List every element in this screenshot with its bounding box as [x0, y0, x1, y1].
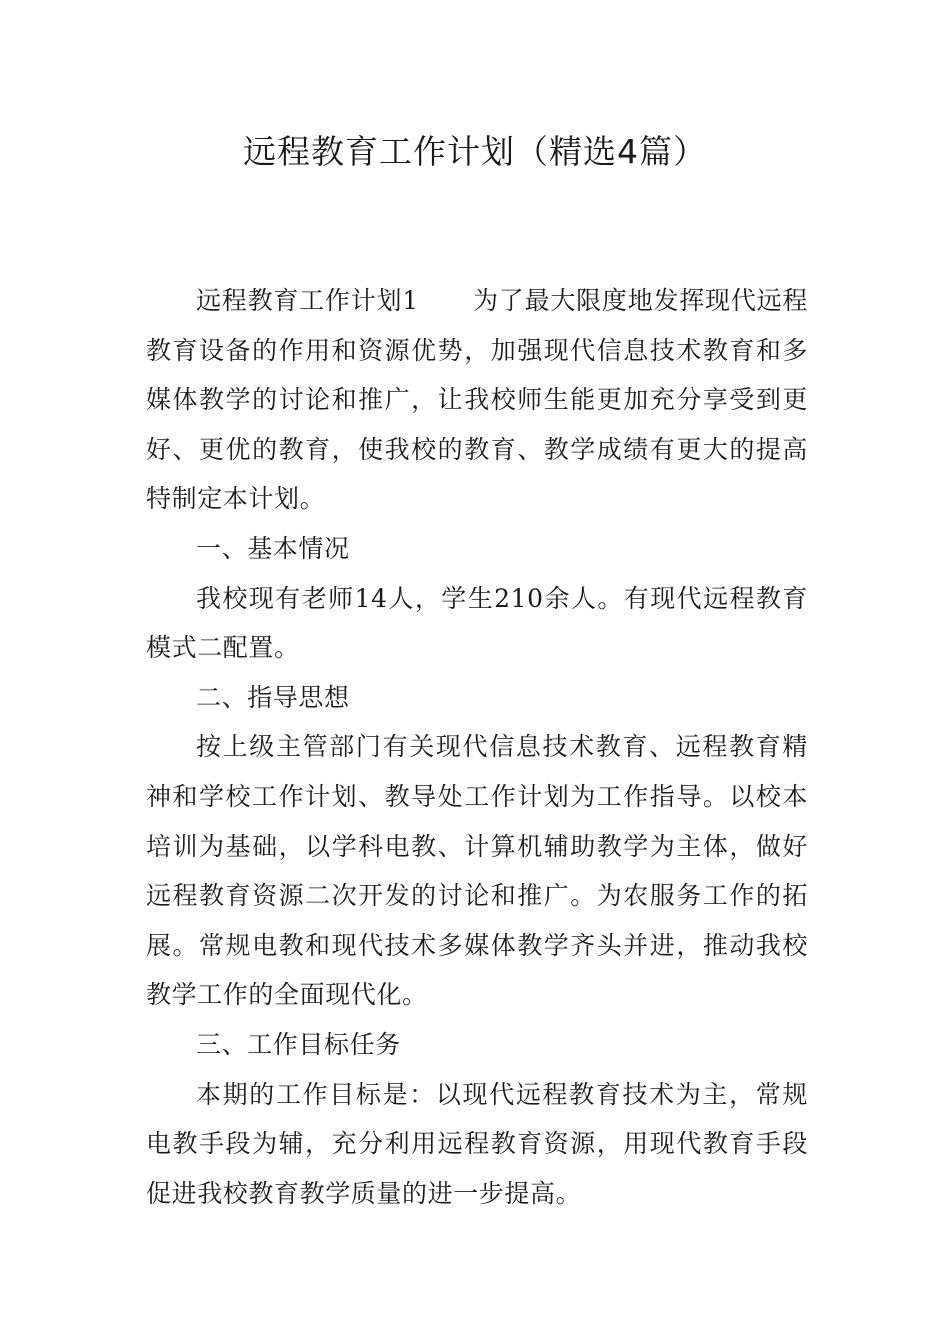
section-heading-3: 三、工作目标任务 [196, 1029, 401, 1059]
document-body [146, 276, 808, 1218]
intro-text: 为了最大限度地发挥现代远程教育设备的作用和资源优势，加强现代信息技术教育和多媒体教学的讨论和推广，让我校师生能更加充分享受到更好、更优的教育，使我校的教育、教学成绩有更大的提高特制定本计划。 [146, 286, 808, 514]
section-paragraph-1: 我校现有老师14人，学生210余人。有现代远程教育模式二配置。 [146, 583, 808, 663]
section-heading-2: 二、指导思想 [196, 682, 350, 712]
section-heading-1: 一、基本情况 [196, 533, 350, 563]
section-paragraph-3: 本期的工作目标是：以现代远程教育技术为主，常规电教手段为辅，充分利用远程教育资源，用现代教育手段促进我校教育教学质量的进一步提高。 [146, 1079, 808, 1208]
intro-paragraph [146, 276, 808, 524]
document-title: 远程教育工作计划（精选4篇） [243, 132, 707, 171]
intro-label: 远程教育工作计划1 [196, 286, 419, 315]
section-paragraph-2: 按上级主管部门有关现代信息技术教育、远程教育精神和学校工作计划、教导处工作计划为工作指导。以校本培训为基础，以学科电教、计算机辅助教学为主体，做好远程教育资源二次开发的讨论和推广。为农服务工作的拓展。常规电教和现代技术多媒体教学齐头并进，推动我校教学工作的全面现代化。 [146, 732, 808, 1010]
